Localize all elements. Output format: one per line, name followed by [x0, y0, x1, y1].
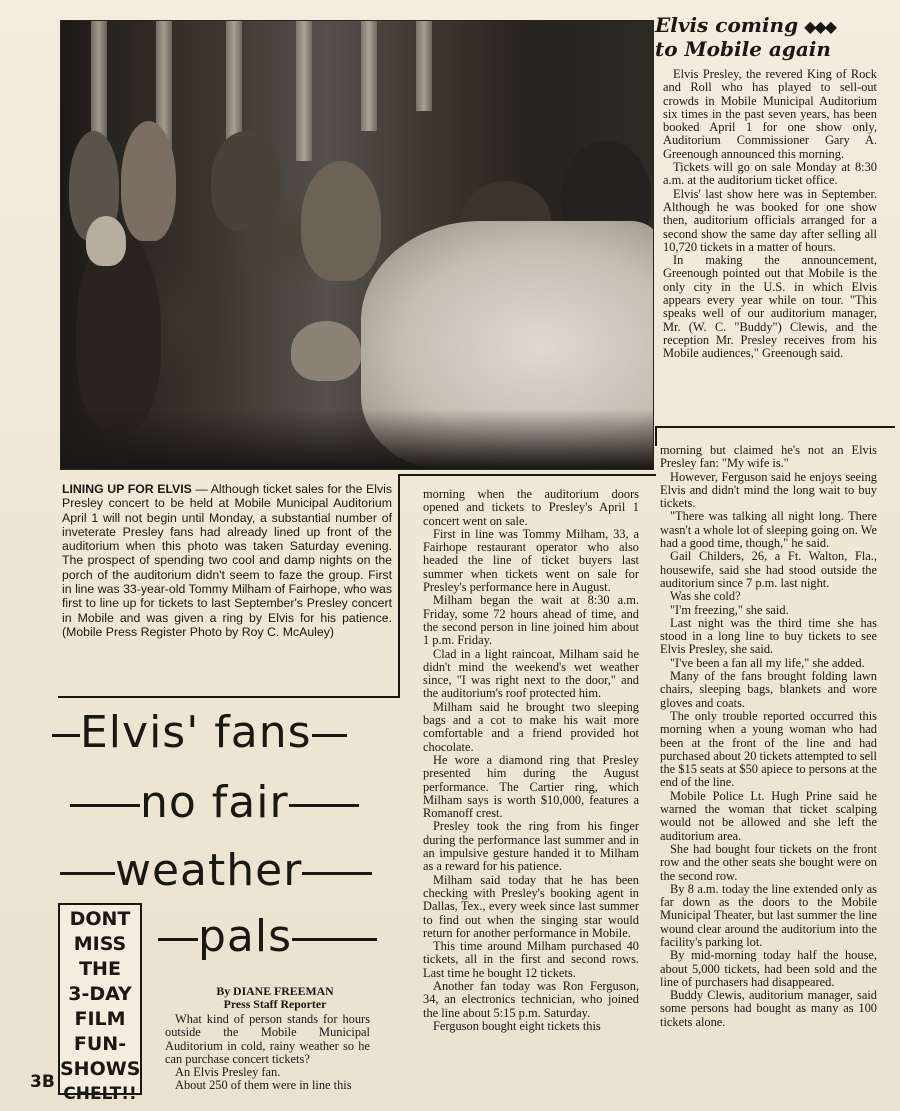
- rule: [655, 426, 657, 446]
- crowd-photo: [60, 20, 654, 470]
- promo-line: THE: [79, 958, 121, 980]
- caption-lead: LINING UP FOR ELVIS: [62, 482, 192, 496]
- paragraph: The only trouble reported occurred this morning when a young woman who had been at the front of the line and had purchased about 20 tickets attempted to sell the $15 seats at $50 apiece to persons at the end of the line.: [660, 708, 877, 790]
- rule: [655, 426, 895, 428]
- paragraph: Ferguson bought eight tickets this: [433, 1018, 601, 1033]
- promo-line: CHELT!!: [63, 1084, 137, 1104]
- photo-caption: [62, 482, 392, 639]
- paragraph: Gail Childers, 26, a Ft. Walton, Fla., housewife, said she had stood outside the auditorium since 7 p.m. last night.: [660, 549, 877, 590]
- byline: [200, 985, 350, 1011]
- arrows-icon: ◆◆◆: [804, 17, 836, 36]
- paragraph: An Elvis Presley fan.: [175, 1065, 281, 1080]
- paragraph: morning when the auditorium doors opened and tickets to Presley's April 1 concert went on sale.: [423, 487, 639, 528]
- paragraph: "I've been a fan all my life," she added.: [670, 655, 865, 670]
- promo-line: MISS: [73, 933, 127, 955]
- paragraph: Clad in a light raincoat, Milham said he didn't mind the weekend's wet weather since, "I was right next to the door," and the auditorium's roof protected him.: [423, 646, 639, 701]
- paragraph: Milham began the wait at 8:30 a.m. Friday, some 72 hours ahead of time, and the second person in line joined him about 1 p.m. Friday.: [423, 593, 639, 648]
- promo-line: 3-DAY: [68, 983, 132, 1005]
- article-headline: [655, 14, 880, 60]
- paragraph: By 8 a.m. today the line extended only as far down as the doors to the Mobile Municipal Theater, but last summer the line wound clear around the auditorium into the facility's parking lot.: [660, 881, 877, 949]
- paragraph: He wore a diamond ring that Presley presented him during the August performance. The Cartier ring, which Milham says is worth $10,000, features a Romanoff crest.: [423, 752, 639, 821]
- paragraph: About 250 of them were in line this: [175, 1078, 352, 1093]
- paragraph: Mobile Police Lt. Hugh Prine said he warned the woman that ticket scalping would not be allowed and she left the auditorium area.: [660, 788, 877, 843]
- paragraph: First in line was Tommy Milham, 33, a Fairhope restaurant operator who also headed the line of ticket buyers last summer when tickets went on sale for Presley's performance here in August.: [423, 526, 639, 595]
- article-body-top: [663, 68, 877, 361]
- paragraph: Last night was the third time she has stood in a long line to buy tickets to see Elvis Presley, she said.: [660, 615, 877, 657]
- headline-line-1: Elvis coming: [655, 13, 799, 37]
- promo-line: FILM: [74, 1008, 126, 1030]
- main-headline-line-2: no fair: [70, 778, 425, 828]
- paragraph: Milham said he brought two sleeping bags and a cot to make his wait more comfortable and a friend provided hot chocolate.: [423, 699, 639, 754]
- paragraph: Was she cold?: [670, 589, 741, 604]
- promo-box: [58, 903, 142, 1104]
- page-number: 3B: [30, 1072, 55, 1092]
- paragraph: In making the announcement, Greenough pointed out that Mobile is the only city in the U.S. in which Elvis appears every year while on tour. "This speaks well of our auditorium manager, Mr. (W. C. "Buddy") Clewis, and the reception Mr. Presley receives from his Mobile audiences," Greenough said.: [663, 253, 877, 361]
- promo-line: FUN-: [73, 1033, 127, 1055]
- rule: [398, 474, 400, 696]
- paragraph: This time around Milham purchased 40 tickets, all in the first and second rows. Last time he bought 12 tickets.: [423, 939, 639, 980]
- article-column-left: [165, 1013, 370, 1093]
- byline-author: By DIANE FREEMAN: [216, 984, 334, 998]
- paragraph: Another fan today was Ron Ferguson, 34, an electronics technician, who joined the line about 5:15 p.m. Saturday.: [423, 978, 639, 1020]
- paragraph: Elvis' last show here was in September. Although he was booked for one show then, auditorium officials arranged for a second show the same day after selling all 10,720 tickets in a matter of hours.: [663, 186, 877, 254]
- main-headline-line-3: weather: [60, 846, 415, 896]
- headline-line-2: to Mobile again: [655, 37, 831, 61]
- paragraph: Presley took the ring from his finger during the performance last summer and in an impulsive gesture handed it to Milham as a reward for his patience.: [423, 819, 639, 874]
- paragraph: Many of the fans brought folding lawn chairs, sleeping bags, blankets and wore gloves and coats.: [660, 669, 877, 710]
- paragraph: Buddy Clewis, auditorium manager, said some persons had bought as many as 100 tickets alone.: [660, 988, 877, 1029]
- paragraph: Elvis Presley, the revered King of Rock and Roll who has played to sell-out crowds in Mobile Municipal Auditorium six times in the past seven years, has been booked April 1 for one show only, Auditorium Commissioner Gary A. Greenough announced this morning.: [663, 67, 877, 161]
- promo-line: SHOWS: [60, 1058, 141, 1080]
- paragraph: She had bought four tickets on the front row and the other seats she bought were on the second row.: [660, 841, 877, 883]
- paragraph: What kind of person stands for hours outside the Mobile Municipal Auditorium in cold, rainy weather so he can purchase concert tickets?: [165, 1012, 370, 1066]
- byline-title: Press Staff Reporter: [223, 997, 327, 1011]
- paragraph: "There was talking all night long. There wasn't a whole lot of sleeping going on. We had a good time, though," he said.: [660, 509, 877, 551]
- paragraph: By mid-morning today half the house, about 5,000 tickets, had been sold and the line of purchasers had disappeared.: [660, 948, 877, 989]
- main-headline-line-4: pals: [158, 912, 513, 962]
- promo-line: DONT: [69, 908, 131, 930]
- paragraph: Milham said today that he has been checking with Presley's booking agent in Dallas, Tex., every week since last summer to find out when the singing star would return for another performance in Mobile.: [423, 872, 639, 940]
- paragraph: "I'm freezing," she said.: [670, 602, 789, 617]
- article-column-right: [660, 444, 877, 1029]
- paragraph: However, Ferguson said he enjoys seeing Elvis and didn't mind the long wait to buy tickets.: [660, 469, 877, 511]
- rule: [398, 474, 656, 476]
- main-headline-line-1: Elvis' fans: [52, 708, 407, 758]
- paragraph: Tickets will go on sale Monday at 8:30 a.m. at the auditorium ticket office.: [663, 160, 877, 188]
- rule: [58, 696, 400, 698]
- paragraph: morning but claimed he's not an Elvis Presley fan: "My wife is.": [660, 443, 877, 471]
- caption-text: — Although ticket sales for the Elvis Presley concert to be held at Mobile Municipal Auditorium April 1 will not begin until Monday, a substantial number of inveterate Presley fans had already lined up front of the auditorium when this photo was taken Saturday evening. The prospect of spending two cool and damp nights on the porch of the auditorium didn't seem to faze the group. First in line was 33-year-old Tommy Milham of Fairhope, who was first to line up for tickets to last September's Presley concert in Mobile and was given a ring by Elvis for his patience. (Mobile Press Register Photo by Roy C. McAuley): [62, 482, 392, 639]
